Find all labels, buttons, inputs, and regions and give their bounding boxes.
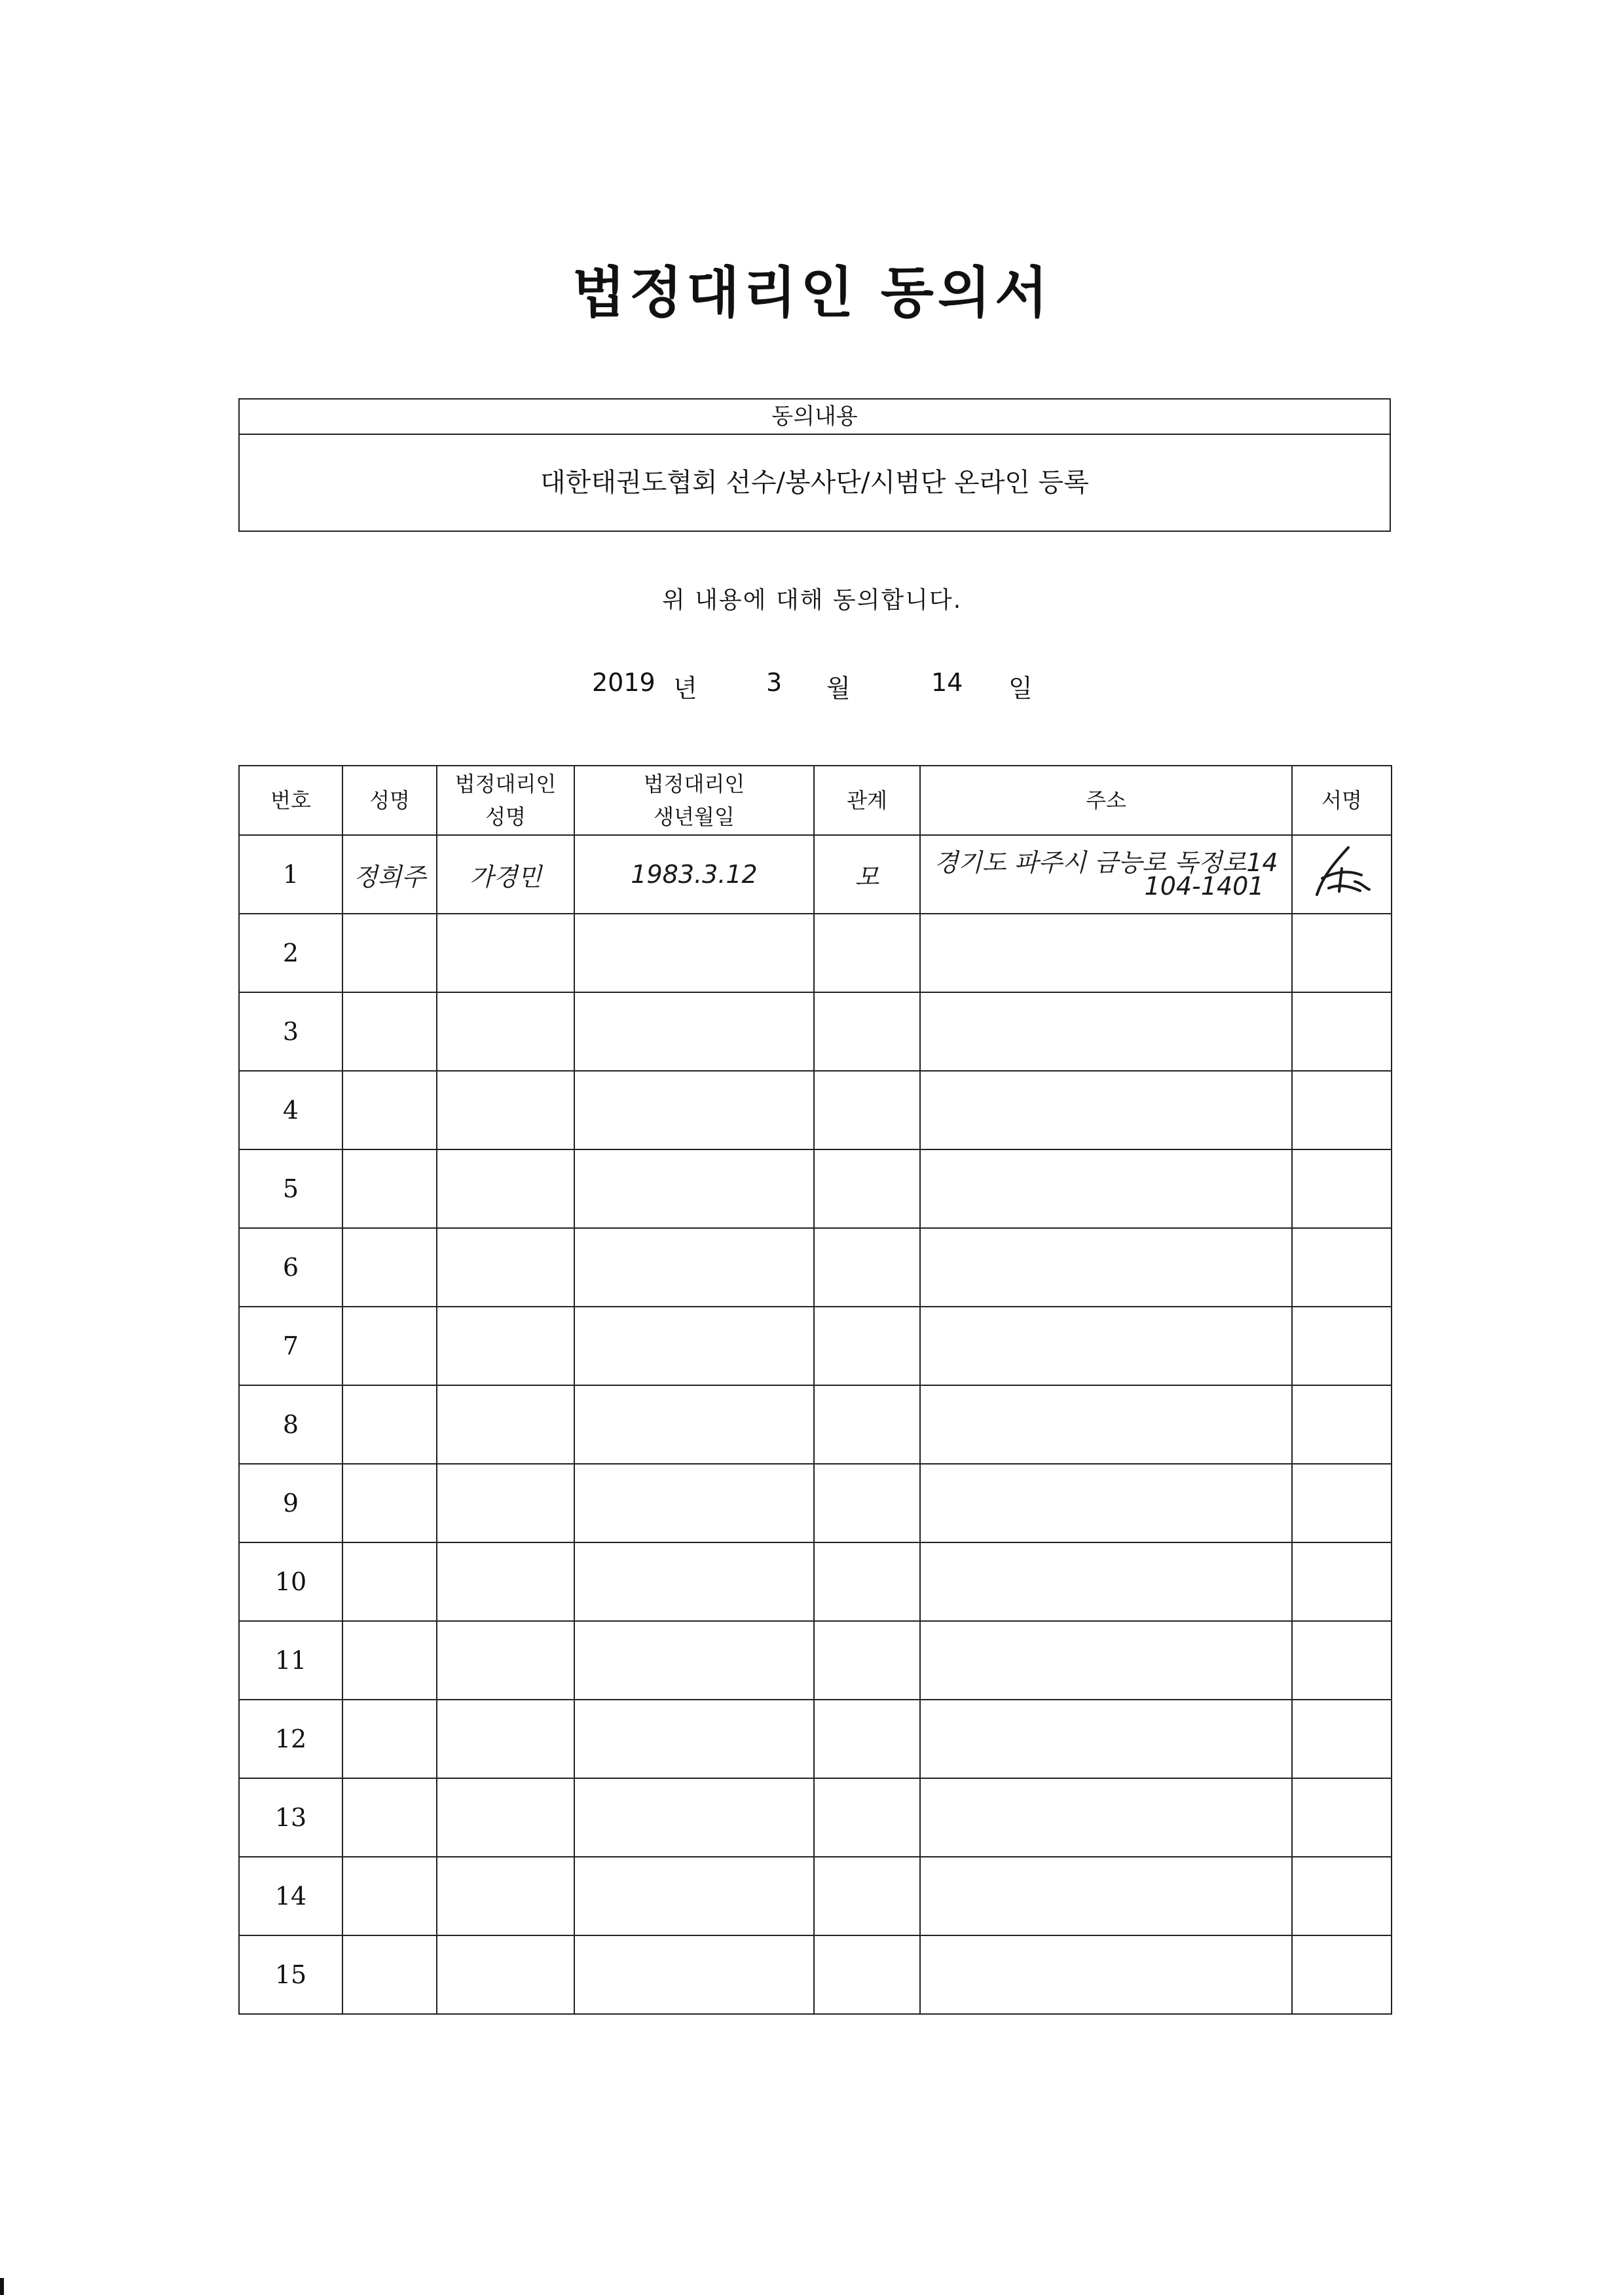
- row-guardian-name: [437, 1385, 574, 1464]
- row-name: [342, 1700, 437, 1778]
- row-signature: [1292, 835, 1392, 914]
- document-title: 법정대리인 동의서: [572, 261, 1052, 325]
- row-name: [342, 1385, 437, 1464]
- row-relation: [814, 1307, 920, 1385]
- agreement-statement: 위 내용에 대해 동의합니다.: [661, 587, 963, 614]
- header-guardian-name-line1: 법정대리인: [454, 772, 557, 796]
- row-guardian-name: [437, 1935, 574, 2014]
- row-name: 정희주: [342, 835, 437, 914]
- row-number: 5: [239, 1149, 342, 1228]
- row-address: [920, 1071, 1292, 1149]
- row-relation: [814, 1149, 920, 1228]
- row-relation: [814, 1385, 920, 1464]
- row-guardian-birth: [574, 1307, 814, 1385]
- row-address: [920, 1621, 1292, 1700]
- row-signature: [1292, 1464, 1392, 1542]
- table-body: [239, 835, 1392, 2014]
- header-guardian-birth: [574, 766, 814, 835]
- date-year-unit: 년: [673, 674, 697, 703]
- row-guardian-name: [437, 914, 574, 992]
- handwritten-signature-icon: [1309, 842, 1375, 901]
- header-relation: 관계: [814, 766, 920, 835]
- row-number: 11: [239, 1621, 342, 1700]
- row-number: 8: [239, 1385, 342, 1464]
- row-name: [342, 1228, 437, 1307]
- row-number: 3: [239, 992, 342, 1071]
- header-signature: 서명: [1292, 766, 1392, 835]
- row-address-line2: 104-1401: [1144, 872, 1264, 901]
- row-relation: [814, 1700, 920, 1778]
- row-name: [342, 992, 437, 1071]
- row-name: [342, 1149, 437, 1228]
- header-guardian-name: [437, 766, 574, 835]
- row-guardian-birth: [574, 1857, 814, 1935]
- row-guardian-name: [437, 1149, 574, 1228]
- row-number: 1: [239, 835, 342, 914]
- row-number: 9: [239, 1464, 342, 1542]
- header-guardian-birth-line2: 생년월일: [654, 804, 735, 829]
- row-signature: [1292, 1385, 1392, 1464]
- row-name: [342, 1778, 437, 1857]
- header-guardian-name-line2: 성명: [485, 804, 526, 829]
- table-row: [239, 1778, 1392, 1857]
- row-address: [920, 1307, 1292, 1385]
- row-signature: [1292, 1542, 1392, 1621]
- row-signature: [1292, 1935, 1392, 2014]
- row-address: [920, 914, 1292, 992]
- row-guardian-name: [437, 1778, 574, 1857]
- row-guardian-name: [437, 1307, 574, 1385]
- row-name: [342, 1307, 437, 1385]
- row-guardian-name: [437, 1700, 574, 1778]
- row-relation: [814, 1935, 920, 2014]
- row-address: [920, 1464, 1292, 1542]
- row-guardian-birth: [574, 1778, 814, 1857]
- row-signature: [1292, 1700, 1392, 1778]
- row-guardian-birth: [574, 1621, 814, 1700]
- header-number: 번호: [239, 766, 342, 835]
- row-address: [920, 1542, 1292, 1621]
- row-signature: [1292, 1857, 1392, 1935]
- row-relation: [814, 1857, 920, 1935]
- row-relation: [814, 1071, 920, 1149]
- row-number: 7: [239, 1307, 342, 1385]
- row-signature: [1292, 1778, 1392, 1857]
- table-row: [239, 1464, 1392, 1542]
- row-guardian-name: [437, 1464, 574, 1542]
- row-signature: [1292, 1149, 1392, 1228]
- row-signature: [1292, 992, 1392, 1071]
- row-guardian-birth: [574, 1700, 814, 1778]
- row-address: [920, 992, 1292, 1071]
- row-address-line1: 경기도 파주시 금능로 독정로14: [934, 848, 1278, 877]
- scan-edge-mark: [0, 2278, 4, 2295]
- table-row: [239, 1621, 1392, 1700]
- row-address: [920, 1149, 1292, 1228]
- row-address: [920, 1935, 1292, 2014]
- row-guardian-birth: [574, 914, 814, 992]
- row-guardian-name: [437, 1228, 574, 1307]
- row-signature: [1292, 1228, 1392, 1307]
- row-address: [920, 1778, 1292, 1857]
- date-year: 2019: [592, 668, 655, 697]
- row-number: 14: [239, 1857, 342, 1935]
- row-guardian-name: 가경민: [437, 835, 574, 914]
- row-guardian-name: [437, 1857, 574, 1935]
- row-guardian-birth: [574, 1071, 814, 1149]
- row-address: [920, 835, 1292, 914]
- row-name: [342, 1935, 437, 2014]
- row-guardian-birth: [574, 1149, 814, 1228]
- row-relation: [814, 1621, 920, 1700]
- table-row: [239, 1542, 1392, 1621]
- row-guardian-birth: [574, 1385, 814, 1464]
- row-signature: [1292, 1071, 1392, 1149]
- row-name: [342, 1071, 437, 1149]
- row-guardian-name: [437, 992, 574, 1071]
- row-guardian-birth: [574, 992, 814, 1071]
- date-month: 3: [766, 668, 783, 697]
- row-guardian-name: [437, 1071, 574, 1149]
- table-row: [239, 1700, 1392, 1778]
- row-guardian-birth: [574, 1935, 814, 2014]
- table-row: [239, 1307, 1392, 1385]
- row-signature: [1292, 914, 1392, 992]
- consent-heading: 동의내용: [240, 400, 1390, 435]
- row-relation: 모: [814, 835, 920, 914]
- row-number: 15: [239, 1935, 342, 2014]
- table-row: [239, 835, 1392, 914]
- row-signature: [1292, 1307, 1392, 1385]
- table-row: [239, 1385, 1392, 1464]
- row-name: [342, 1464, 437, 1542]
- row-name: [342, 1621, 437, 1700]
- row-guardian-birth: 1983.3.12: [574, 835, 814, 914]
- row-address: [920, 1700, 1292, 1778]
- date-month-unit: 월: [826, 674, 851, 703]
- table-row: [239, 1857, 1392, 1935]
- row-guardian-birth: [574, 1228, 814, 1307]
- row-relation: [814, 1778, 920, 1857]
- row-address: [920, 1385, 1292, 1464]
- row-relation: [814, 1228, 920, 1307]
- row-signature: [1292, 1621, 1392, 1700]
- table-row: [239, 1935, 1392, 2014]
- header-address: 주소: [920, 766, 1292, 835]
- row-address: [920, 1228, 1292, 1307]
- row-relation: [814, 914, 920, 992]
- row-number: 10: [239, 1542, 342, 1621]
- header-name: 성명: [342, 766, 437, 835]
- row-number: 6: [239, 1228, 342, 1307]
- row-number: 13: [239, 1778, 342, 1857]
- row-guardian-name: [437, 1621, 574, 1700]
- row-guardian-birth: [574, 1542, 814, 1621]
- table-row: [239, 914, 1392, 992]
- row-guardian-birth: [574, 1464, 814, 1542]
- row-relation: [814, 1464, 920, 1542]
- consent-text: 대한태권도협회 선수/봉사단/시범단 온라인 등록: [540, 468, 1089, 498]
- date-day: 14: [931, 668, 963, 697]
- row-number: 4: [239, 1071, 342, 1149]
- row-name: [342, 1542, 437, 1621]
- date-day-unit: 일: [1008, 674, 1033, 703]
- row-number: 2: [239, 914, 342, 992]
- header-guardian-birth-line1: 법정대리인: [643, 772, 745, 796]
- row-number: 12: [239, 1700, 342, 1778]
- consent-content-box: [238, 398, 1391, 532]
- row-name: [342, 914, 437, 992]
- row-relation: [814, 1542, 920, 1621]
- row-relation: [814, 992, 920, 1071]
- row-name: [342, 1857, 437, 1935]
- row-address: [920, 1857, 1292, 1935]
- table-header-row: [239, 766, 1392, 835]
- row-guardian-name: [437, 1542, 574, 1621]
- table-row: [239, 1228, 1392, 1307]
- table-row: [239, 992, 1392, 1071]
- table-row: [239, 1149, 1392, 1228]
- guardian-roster-table: [238, 765, 1392, 2015]
- table-row: [239, 1071, 1392, 1149]
